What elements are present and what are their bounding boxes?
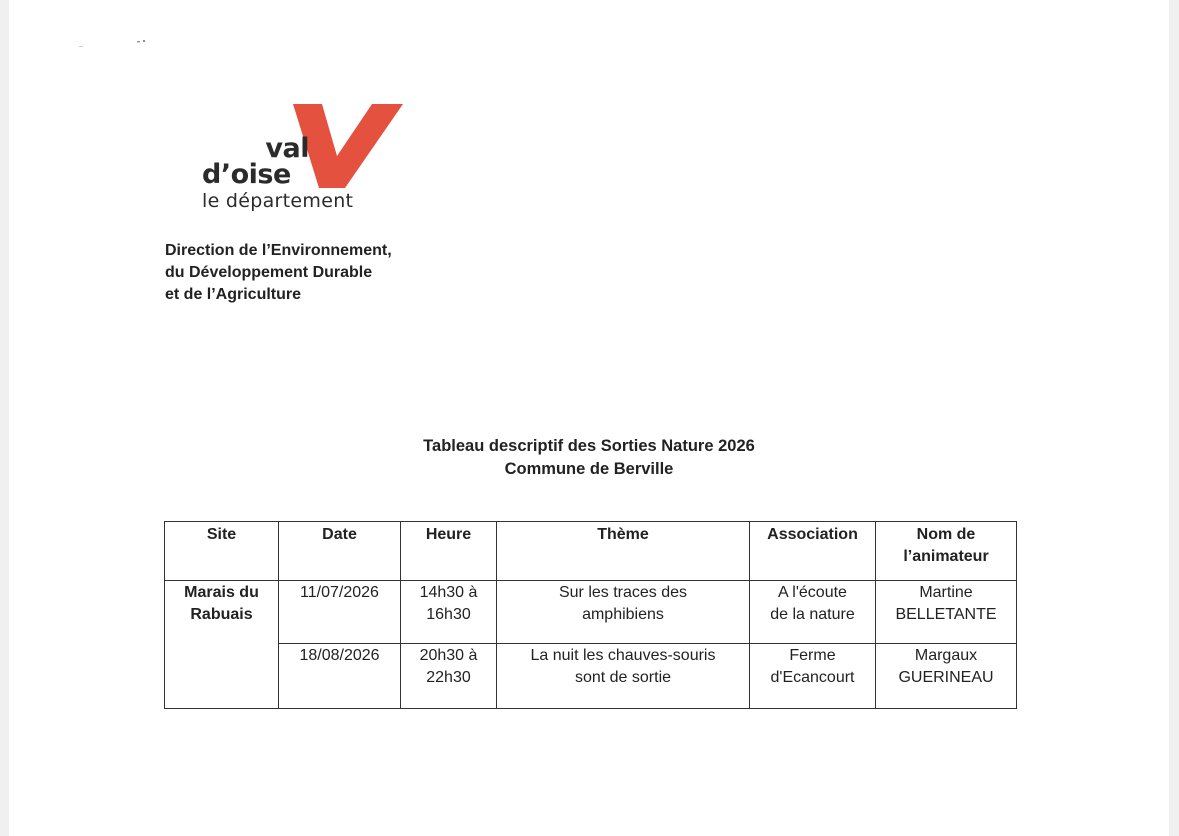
document-heading [9, 435, 1169, 481]
cell-heure [401, 581, 497, 644]
cell-theme [497, 644, 750, 709]
header-animateur-line-1: Nom de [916, 526, 976, 543]
logo-text-doise: d’oise [202, 159, 291, 190]
cell-animateur [876, 644, 1017, 709]
heure-line-2: 22h30 [426, 669, 471, 686]
header-heure: Heure [401, 522, 497, 581]
header-animateur-line-2: l’animateur [903, 548, 989, 565]
cell-association [750, 644, 876, 709]
heure-line-1: 14h30 à [419, 584, 478, 601]
cell-heure [401, 644, 497, 709]
direction-block [165, 240, 392, 306]
header-animateur [876, 522, 1017, 581]
cell-animateur [876, 581, 1017, 644]
table-header-row [165, 522, 1017, 581]
heure-line-1: 20h30 à [419, 647, 478, 664]
logo-text-val: val [265, 133, 309, 164]
document-title: Tableau descriptif des Sorties Nature 2026 [423, 437, 755, 455]
direction-line-3: et de l’Agriculture [165, 286, 302, 303]
theme-line-2: amphibiens [582, 606, 664, 623]
association-line-2: de la nature [770, 606, 855, 623]
direction-line-1: Direction de l’Environnement, [165, 242, 392, 259]
animateur-line-2: GUERINEAU [898, 669, 994, 686]
document-page [9, 0, 1169, 836]
association-line-1: A l'écoute [778, 584, 847, 601]
theme-line-1: La nuit les chauves-souris [530, 647, 716, 664]
site-line-1: Marais du [184, 584, 259, 601]
animateur-line-1: Margaux [914, 647, 978, 664]
sorties-table [164, 521, 1017, 709]
val-d-oise-logo [194, 98, 409, 218]
header-date: Date [279, 522, 401, 581]
document-subtitle: Commune de Berville [504, 460, 674, 478]
cell-theme [497, 581, 750, 644]
cell-date: 18/08/2026 [279, 644, 401, 709]
header-theme: Thème [497, 522, 750, 581]
heure-line-2: 16h30 [426, 606, 471, 623]
cell-date: 11/07/2026 [279, 581, 401, 644]
direction-line-2: du Développement Durable [165, 264, 373, 281]
header-site: Site [165, 522, 279, 581]
header-association: Association [750, 522, 876, 581]
val-d-oise-v-logo-icon [293, 104, 403, 188]
table-row [165, 581, 1017, 644]
theme-line-2: sont de sortie [574, 669, 672, 686]
cell-association [750, 581, 876, 644]
cell-site [165, 581, 279, 709]
table-row [165, 644, 1017, 709]
association-line-1: Ferme [789, 647, 836, 664]
animateur-line-1: Martine [919, 584, 973, 601]
logo-text-departement: le département [202, 190, 354, 212]
animateur-line-2: BELLETANTE [895, 606, 997, 623]
association-line-2: d'Ecancourt [770, 669, 855, 686]
theme-line-1: Sur les traces des [558, 584, 688, 601]
site-line-2: Rabuais [190, 606, 253, 623]
scan-specks [79, 38, 169, 50]
